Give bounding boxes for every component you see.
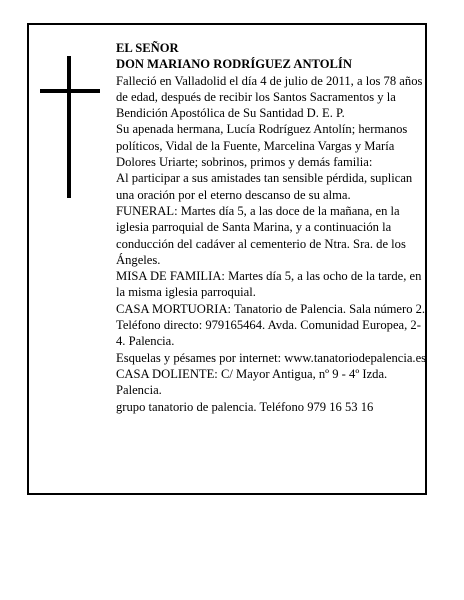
funeral-details: FUNERAL: Martes día 5, a las doce de la mañana, en la iglesia parroquial de Santa Marina, y a continuación la conducción del cadáver al cementerio de Ntra. Sra. de los Ángeles. — [116, 203, 406, 267]
family-members: Su apenada hermana, Lucía Rodríguez Antolín; hermanos políticos, Vidal de la Fuente, Marcelina Vargas y María Dolores Uriarte; sobrinos, primos y demás familia: — [116, 122, 408, 170]
notice-title: EL SEÑOR — [116, 41, 179, 55]
death-details: Falleció en Valladolid el día 4 de julio de 2011, a los 78 años de edad, después de recibir los Santos Sacramentos y la Bendición Apostólica de Su Santidad D. E. P. — [116, 73, 423, 121]
deceased-name: DON MARIANO RODRÍGUEZ ANTOLÍN — [116, 57, 352, 72]
funeral-group-phone: grupo tanatorio de palencia. Teléfono 979 16 53 16 — [116, 399, 374, 414]
prayer-request: Al participar a sus amistades tan sensible pérdida, suplican una oración por el eterno descanso de su alma. — [116, 171, 413, 202]
family-home-address: CASA DOLIENTE: C/ Mayor Antigua, nº 9 - 4º Izda. Palencia. — [116, 366, 388, 398]
notice-text — [116, 40, 428, 415]
funeral-home-details: CASA MORTUORIA: Tanatorio de Palencia. Sala número 2. Teléfono directo: 979165464. Avda. Comunidad Europea, 2-4. Palencia. — [116, 301, 426, 349]
cross-vertical-bar — [67, 56, 71, 198]
online-condolences: Esquelas y pésames por internet: www.tanatoriodepalencia.es — [116, 350, 427, 365]
family-mass-details: MISA DE FAMILIA: Martes día 5, a las ocho de la tarde, en la misma iglesia parroquial. — [116, 269, 422, 300]
cross-horizontal-bar — [40, 89, 100, 93]
cross-icon — [40, 56, 100, 198]
obituary-notice — [27, 23, 427, 495]
